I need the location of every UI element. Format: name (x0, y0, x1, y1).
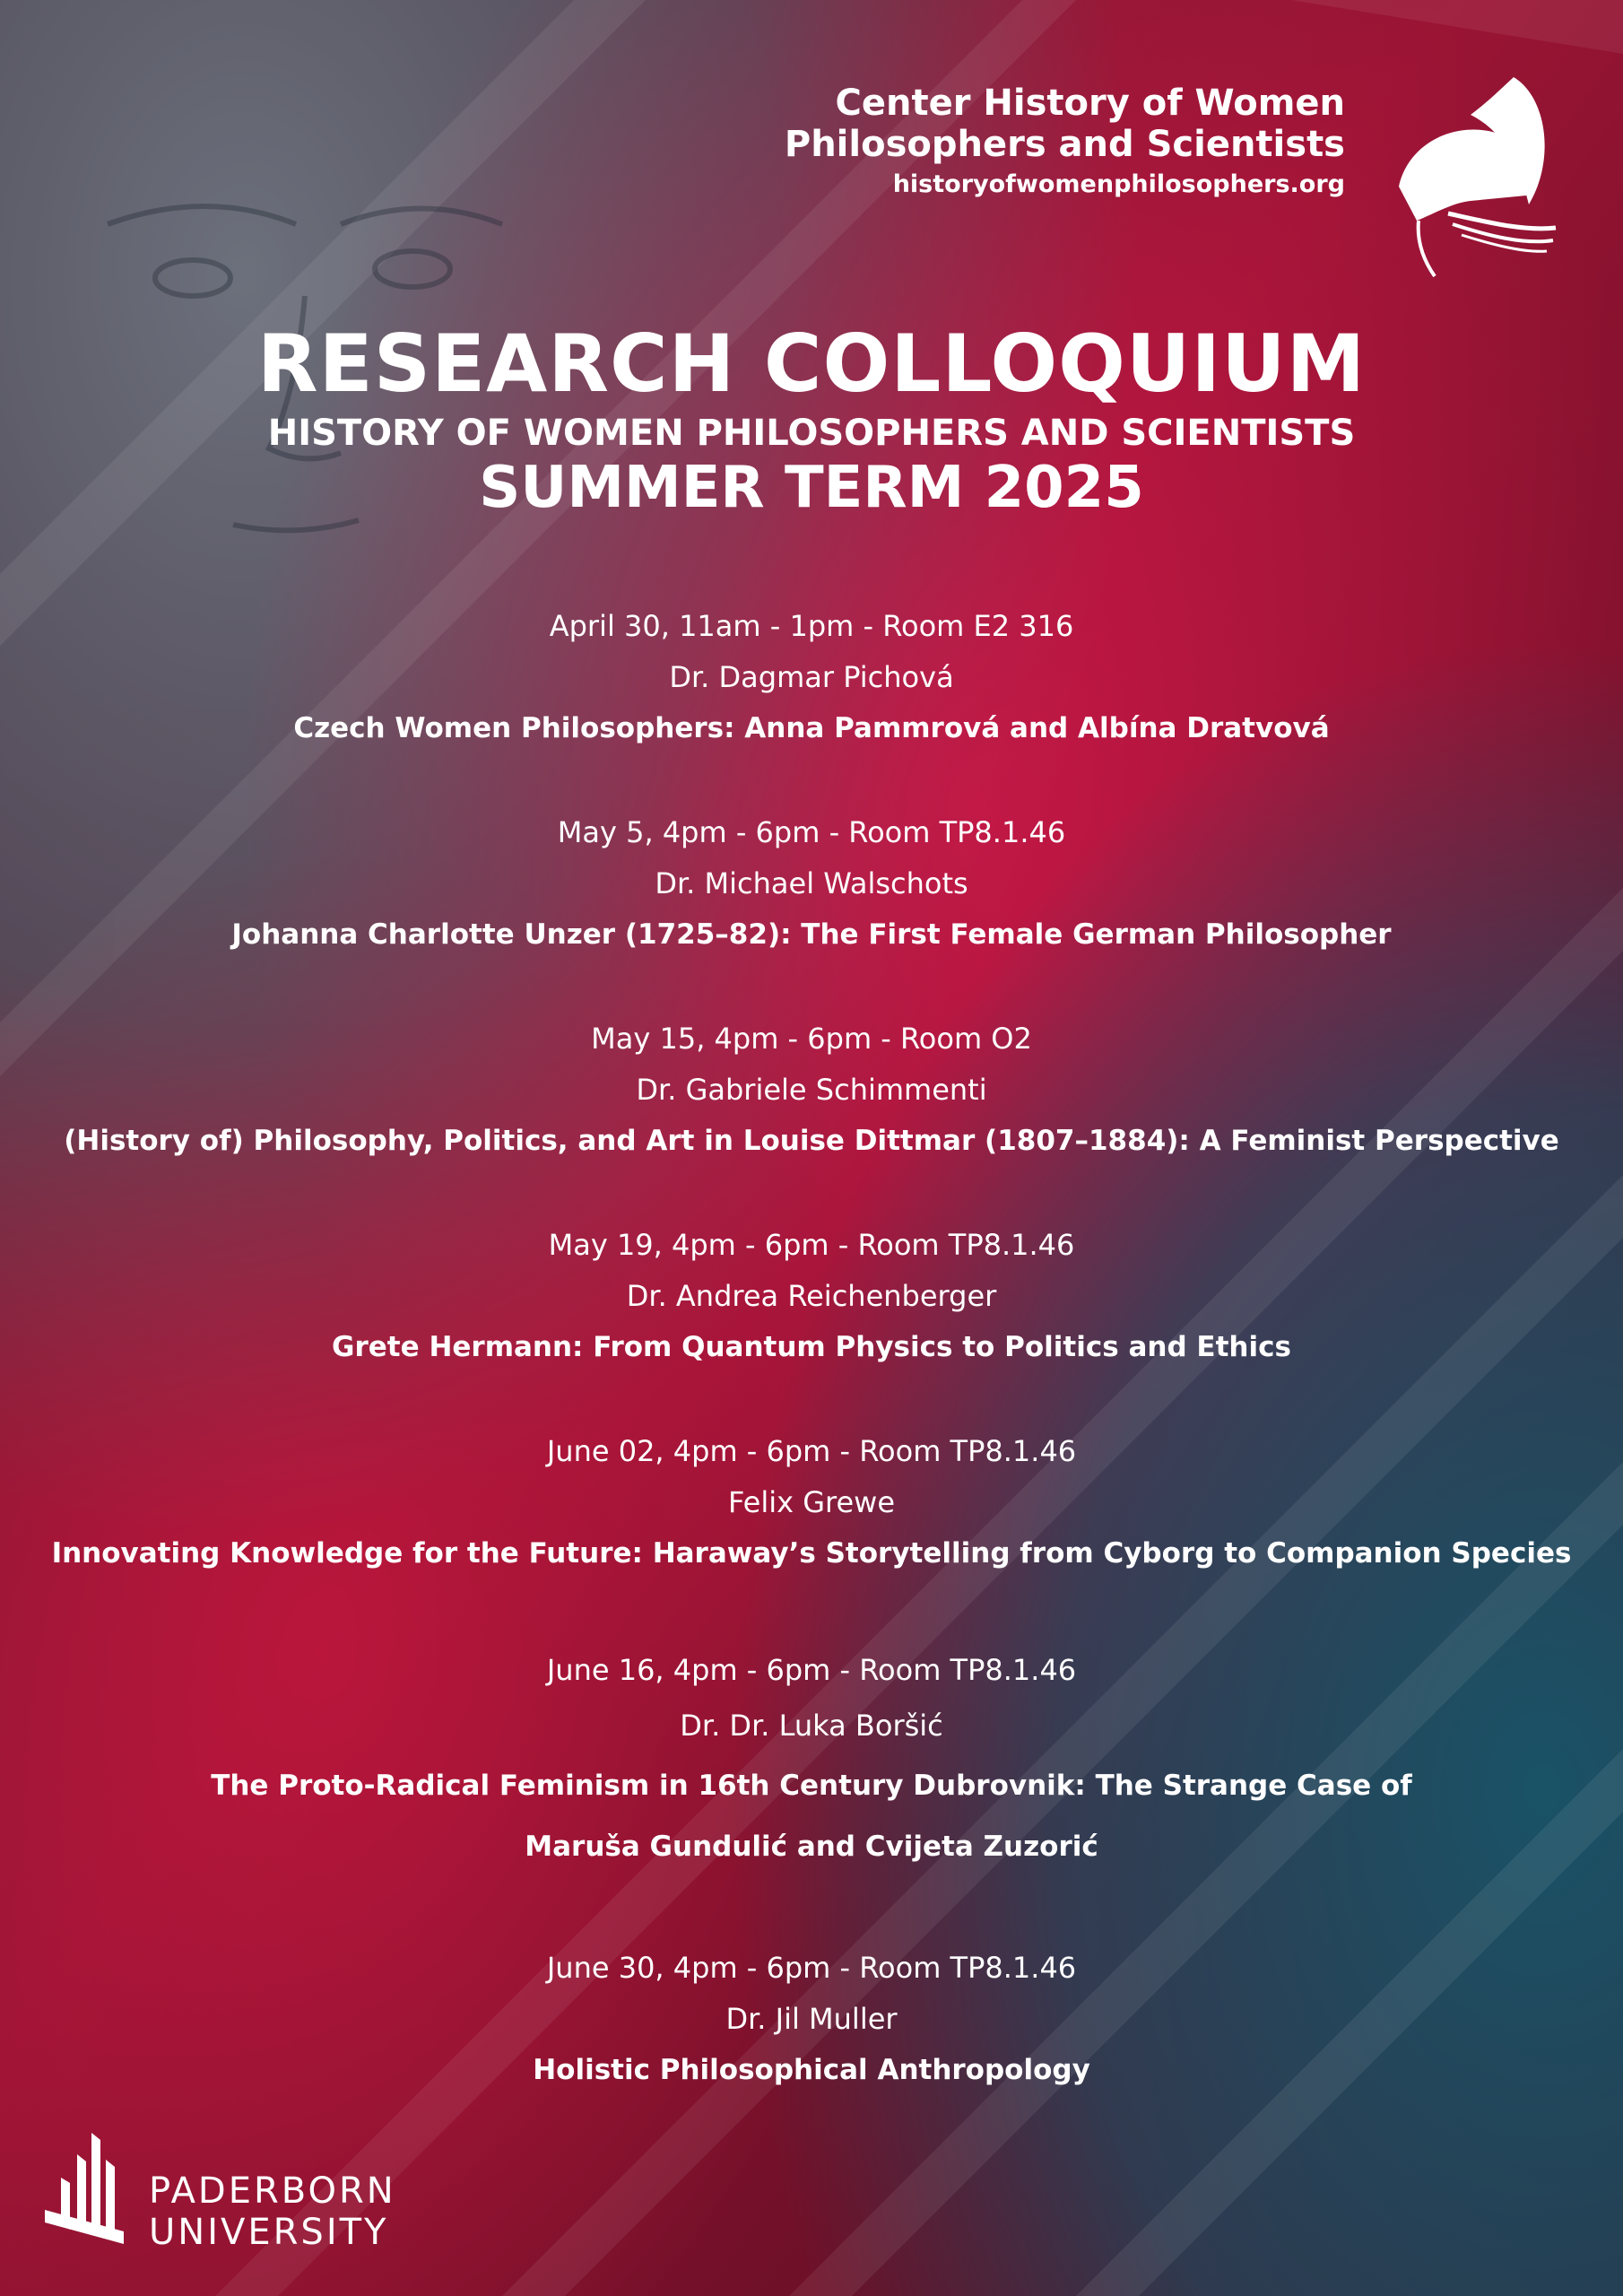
athena-helmet-icon (1363, 61, 1560, 285)
event-speaker: Dr. Jil Muller (725, 2002, 898, 2036)
event-date: May 5, 4pm - 6pm - Room TP8.1.46 (557, 815, 1066, 849)
event-title: Czech Women Philosophers: Anna Pammrová and Albína Dratvová (293, 712, 1330, 744)
event-date: May 19, 4pm - 6pm - Room TP8.1.46 (548, 1228, 1075, 1262)
event-item (0, 601, 1623, 754)
subtitle: HISTORY OF WOMEN PHILOSOPHERS AND SCIENTISTS (267, 413, 1356, 455)
title-block (0, 317, 1623, 522)
event-speaker: Felix Grewe (727, 1485, 896, 1519)
event-item (0, 1645, 1623, 1877)
event-date: June 30, 4pm - 6pm - Room TP8.1.46 (546, 1951, 1077, 1985)
org-name-line2: Philosophers and Scientists (784, 124, 1345, 165)
event-speaker: Dr. Dr. Luka Boršić (680, 1709, 943, 1743)
event-title: Johanna Charlotte Unzer (1725–82): The First Female German Philosopher (231, 918, 1392, 951)
event-speaker: Dr. Michael Walschots (655, 866, 968, 900)
event-item (0, 1426, 1623, 1579)
event-item (0, 1943, 1623, 2096)
event-date: April 30, 11am - 1pm - Room E2 316 (549, 609, 1074, 643)
paderborn-university-logo-icon (41, 2133, 127, 2244)
event-title: Grete Hermann: From Quantum Physics to Politics and Ethics (332, 1331, 1291, 1363)
organization-header (753, 83, 1345, 198)
org-website: historyofwomenphilosophers.org (892, 170, 1345, 198)
main-title: RESEARCH COLLOQUIUM (256, 317, 1367, 410)
university-name-line1: PADERBORN (149, 2170, 396, 2212)
event-list (0, 601, 1623, 2149)
event-speaker: Dr. Gabriele Schimmenti (636, 1073, 987, 1107)
event-date: June 02, 4pm - 6pm - Room TP8.1.46 (546, 1434, 1077, 1468)
university-name-line2: UNIVERSITY (149, 2212, 389, 2253)
term-title: SUMMER TERM 2025 (479, 455, 1144, 522)
event-title-line1: The Proto-Radical Feminism in 16th Century Dubrovnik: The Strange Case of (211, 1770, 1412, 1802)
event-title: Holistic Philosophical Anthropology (533, 2054, 1090, 2086)
event-title-line2: Maruša Gundulić and Cvijeta Zuzorić (525, 1831, 1098, 1863)
event-item (0, 1220, 1623, 1373)
university-name (149, 2170, 396, 2253)
event-date: May 15, 4pm - 6pm - Room O2 (591, 1022, 1032, 1056)
event-item (0, 1013, 1623, 1167)
event-item (0, 807, 1623, 961)
event-date: June 16, 4pm - 6pm - Room TP8.1.46 (546, 1653, 1077, 1687)
event-title: (History of) Philosophy, Politics, and Art in Louise Dittmar (1807–1884): A Feminist Perspective (64, 1125, 1559, 1157)
event-title: Innovating Knowledge for the Future: Haraway’s Storytelling from Cyborg to Companion Species (51, 1537, 1572, 1570)
org-name-line1: Center History of Women (835, 83, 1345, 124)
event-speaker: Dr. Dagmar Pichová (669, 660, 954, 694)
event-speaker: Dr. Andrea Reichenberger (626, 1279, 997, 1313)
